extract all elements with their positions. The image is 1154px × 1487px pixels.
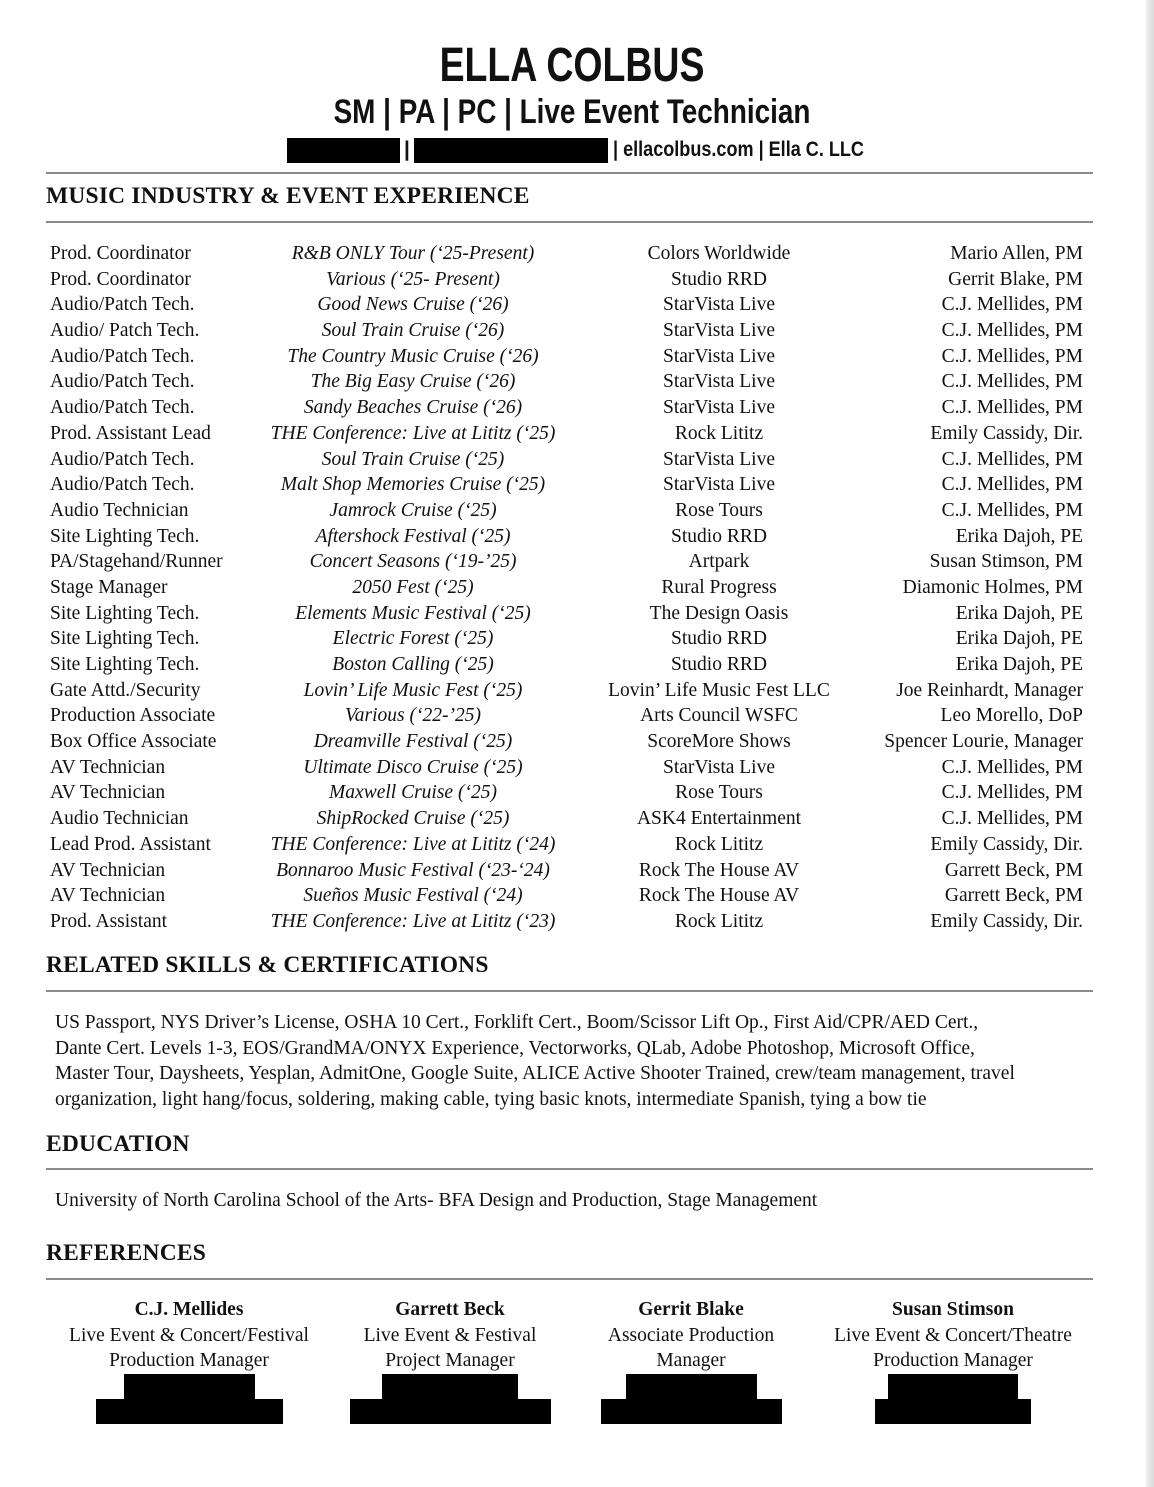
experience-role: Site Lighting Tech.: [50, 525, 200, 547]
divider-top: [46, 172, 1093, 174]
experience-reference: Erika Dajoh, PE: [955, 525, 1083, 547]
experience-row: [0, 832, 1154, 858]
skills-line: Dante Cert. Levels 1-3, EOS/GrandMA/ONYX Experience, Vectorworks, QLab, Adobe Photoshop, Microsoft Office,: [55, 1037, 975, 1059]
experience-role: Box Office Associate: [50, 731, 217, 753]
experience-reference: C.J. Mellides, PM: [941, 782, 1083, 804]
experience-company: Lovin’ Life Music Fest LLC: [608, 679, 830, 701]
redacted-reference-phone: [888, 1374, 1018, 1399]
redacted-phone: [287, 138, 400, 163]
contact-line: [287, 136, 905, 164]
redacted-reference-email: [875, 1399, 1031, 1424]
skills-paragraph: [55, 1010, 1105, 1113]
experience-company: ASK4 Entertainment: [636, 808, 802, 830]
experience-show: Ultimate Disco Cruise (‘25): [303, 756, 523, 778]
divider-education: [46, 1168, 1093, 1170]
experience-show: Electric Forest (‘25): [332, 628, 494, 650]
experience-show: Good News Cruise (‘26): [317, 294, 509, 316]
contact-separator: |: [404, 138, 410, 161]
experience-company: Rock The House AV: [638, 885, 800, 907]
heading-experience: MUSIC INDUSTRY & EVENT EXPERIENCE: [46, 183, 530, 209]
experience-show: 2050 Fest (‘25): [352, 576, 474, 598]
experience-reference: Leo Morello, DoP: [940, 705, 1083, 727]
divider-skills: [46, 990, 1093, 992]
experience-show: R&B ONLY Tour (‘25-Present): [291, 243, 535, 264]
experience-show: Maxwell Cruise (‘25): [329, 782, 497, 804]
experience-show: Lovin’ Life Music Fest (‘25): [303, 679, 523, 701]
experience-role: Audio Technician: [50, 808, 189, 830]
heading-education: EDUCATION: [46, 1131, 190, 1157]
reference-card: [608, 1297, 774, 1374]
experience-reference: Garrett Beck, PM: [944, 885, 1083, 907]
experience-table: [0, 241, 1154, 935]
heading-references: REFERENCES: [46, 1240, 207, 1266]
experience-row: [0, 678, 1154, 704]
experience-row: [0, 755, 1154, 781]
experience-role: PA/Stagehand/Runner: [50, 551, 223, 573]
experience-role: AV Technician: [50, 756, 166, 778]
experience-company: Rural Progress: [661, 576, 777, 598]
experience-company: StarVista Live: [662, 294, 776, 316]
experience-role: Lead Prod. Assistant: [50, 833, 211, 855]
reference-title-line: Production Manager: [109, 1350, 269, 1372]
experience-role: Audio/Patch Tech.: [50, 345, 195, 367]
experience-show: Jamrock Cruise (‘25): [329, 499, 497, 521]
experience-company: StarVista Live: [662, 474, 776, 496]
experience-reference: C.J. Mellides, PM: [941, 448, 1083, 470]
redacted-reference-email: [350, 1399, 551, 1424]
experience-reference: Erika Dajoh, PE: [955, 602, 1083, 624]
experience-row: [0, 883, 1154, 909]
experience-role: Audio/Patch Tech.: [50, 474, 195, 496]
experience-company: StarVista Live: [662, 320, 776, 342]
reference-name: Garrett Beck: [395, 1299, 505, 1320]
experience-row: [0, 909, 1154, 935]
experience-role: Site Lighting Tech.: [50, 602, 200, 624]
experience-row: [0, 858, 1154, 884]
experience-show: Bonnaroo Music Festival (‘23-‘24): [276, 859, 550, 881]
reference-title-line: Project Manager: [385, 1350, 515, 1372]
experience-row: [0, 524, 1154, 550]
experience-row: [0, 344, 1154, 370]
experience-row: [0, 626, 1154, 652]
skills-line: US Passport, NYS Driver’s License, OSHA 10 Cert., Forklift Cert., Boom/Scissor Lift Op., First Aid/CPR/AED Cert.,: [55, 1012, 979, 1033]
experience-show: ShipRocked Cruise (‘25): [316, 808, 510, 830]
experience-show: The Big Easy Cruise (‘26): [310, 371, 516, 393]
experience-row: [0, 780, 1154, 806]
experience-row: [0, 601, 1154, 627]
experience-role: Prod. Assistant: [50, 910, 168, 932]
experience-row: [0, 652, 1154, 678]
reference-name: Susan Stimson: [892, 1299, 1014, 1320]
experience-company: Studio RRD: [671, 268, 767, 290]
divider-references: [46, 1278, 1093, 1280]
experience-company: Arts Council WSFC: [640, 705, 798, 727]
experience-show: Various (‘25- Present): [326, 268, 500, 290]
experience-show: Malt Shop Memories Cruise (‘25): [280, 474, 546, 496]
divider-experience: [46, 221, 1093, 223]
experience-role: AV Technician: [50, 885, 166, 907]
experience-company: Studio RRD: [671, 628, 767, 650]
experience-role: Prod. Coordinator: [50, 268, 191, 290]
experience-company: The Design Oasis: [649, 602, 789, 624]
reference-name: C.J. Mellides: [134, 1299, 244, 1320]
experience-role: Site Lighting Tech.: [50, 654, 200, 675]
experience-reference: Emily Cassidy, Dir.: [930, 910, 1083, 932]
experience-company: Studio RRD: [671, 654, 767, 675]
experience-company: Rock Lititz: [674, 422, 764, 444]
experience-row: [0, 498, 1154, 524]
experience-reference: Erika Dajoh, PE: [955, 654, 1083, 675]
experience-role: Gate Attd./Security: [50, 679, 201, 701]
experience-company: Rock Lititz: [674, 910, 764, 932]
experience-role: Audio/Patch Tech.: [50, 448, 195, 470]
redacted-email: [414, 138, 608, 163]
experience-company: StarVista Live: [662, 371, 776, 393]
experience-company: StarVista Live: [662, 756, 776, 778]
redacted-reference-phone: [382, 1374, 518, 1399]
reference-card: [69, 1297, 309, 1374]
experience-company: Rock Lititz: [674, 833, 764, 855]
experience-reference: C.J. Mellides, PM: [941, 474, 1083, 496]
experience-reference: Joe Reinhardt, Manager: [896, 679, 1083, 701]
redacted-reference-phone: [626, 1374, 757, 1399]
reference-title-line: Live Event & Concert/Festival: [69, 1324, 309, 1346]
experience-row: [0, 575, 1154, 601]
experience-show: Aftershock Festival (‘25): [315, 525, 511, 547]
experience-row: [0, 318, 1154, 344]
experience-row: [0, 395, 1154, 421]
experience-role: Stage Manager: [50, 576, 168, 598]
experience-row: [0, 241, 1154, 267]
experience-role: Audio/Patch Tech.: [50, 371, 195, 393]
experience-company: StarVista Live: [662, 448, 776, 470]
experience-role: Production Associate: [50, 705, 216, 727]
experience-company: Colors Worldwide: [647, 243, 791, 264]
experience-reference: Diamonic Holmes, PM: [902, 576, 1083, 598]
experience-reference: C.J. Mellides, PM: [941, 499, 1083, 521]
experience-reference: Emily Cassidy, Dir.: [930, 422, 1083, 444]
reference-name: Gerrit Blake: [638, 1299, 744, 1320]
experience-show: Various (‘22-’25): [345, 705, 481, 727]
experience-reference: C.J. Mellides, PM: [941, 756, 1083, 778]
contact-website-company[interactable]: | ellacolbus.com | Ella C. LLC: [612, 138, 864, 161]
experience-company: Artpark: [688, 551, 750, 573]
experience-role: Prod. Assistant Lead: [50, 422, 211, 444]
experience-reference: Spencer Lourie, Manager: [884, 731, 1083, 753]
redacted-reference-email: [601, 1399, 782, 1424]
experience-row: [0, 729, 1154, 755]
redacted-reference-email: [96, 1399, 283, 1424]
experience-reference: C.J. Mellides, PM: [941, 397, 1083, 419]
resume-name: ELLA COLBUS: [439, 39, 705, 92]
experience-row: [0, 703, 1154, 729]
experience-show: Sandy Beaches Cruise (‘26): [303, 397, 523, 419]
experience-role: Prod. Coordinator: [50, 243, 191, 264]
experience-role: AV Technician: [50, 859, 166, 881]
experience-show: Concert Seasons (‘19-’25): [309, 551, 517, 573]
experience-reference: C.J. Mellides, PM: [941, 808, 1083, 830]
experience-row: [0, 472, 1154, 498]
reference-title-line: Live Event & Concert/Theatre: [834, 1324, 1072, 1346]
experience-row: [0, 549, 1154, 575]
reference-title-line: Production Manager: [873, 1350, 1033, 1372]
experience-company: StarVista Live: [662, 345, 776, 367]
experience-show: Dreamville Festival (‘25): [313, 731, 513, 753]
experience-company: Rose Tours: [675, 782, 763, 804]
experience-reference: C.J. Mellides, PM: [941, 320, 1083, 342]
reference-card: [364, 1297, 537, 1374]
experience-show: Boston Calling (‘25): [332, 654, 494, 675]
experience-reference: Susan Stimson, PM: [929, 551, 1083, 573]
experience-reference: Garrett Beck, PM: [944, 859, 1083, 881]
experience-role: Audio/ Patch Tech.: [50, 320, 200, 342]
experience-reference: C.J. Mellides, PM: [941, 345, 1083, 367]
redacted-reference-phone: [124, 1374, 255, 1399]
heading-skills: RELATED SKILLS & CERTIFICATIONS: [46, 952, 489, 978]
reference-title-line: Live Event & Festival: [363, 1324, 537, 1346]
experience-show: Sueños Music Festival (‘24): [303, 885, 523, 907]
experience-show: Soul Train Cruise (‘25): [321, 448, 505, 470]
experience-role: AV Technician: [50, 782, 166, 804]
experience-row: [0, 447, 1154, 473]
experience-show: The Country Music Cruise (‘26): [287, 345, 539, 367]
experience-row: [0, 421, 1154, 447]
reference-card: [834, 1297, 1072, 1374]
experience-row: [0, 267, 1154, 293]
resume-subtitle: SM | PA | PC | Live Event Technician: [333, 93, 811, 131]
experience-company: StarVista Live: [662, 397, 776, 419]
experience-reference: C.J. Mellides, PM: [941, 294, 1083, 316]
experience-role: Audio/Patch Tech.: [50, 397, 195, 419]
experience-show: THE Conference: Live at Lititz (‘24): [270, 833, 556, 855]
experience-company: Rose Tours: [675, 499, 763, 521]
experience-show: THE Conference: Live at Lititz (‘23): [270, 910, 556, 932]
experience-row: [0, 806, 1154, 832]
experience-reference: C.J. Mellides, PM: [941, 371, 1083, 393]
experience-reference: Emily Cassidy, Dir.: [930, 833, 1083, 855]
reference-title-line: Associate Production: [607, 1324, 775, 1346]
education-text: University of North Carolina School of the Arts- BFA Design and Production, Stage Management: [55, 1190, 818, 1211]
experience-row: [0, 292, 1154, 318]
experience-company: Rock The House AV: [638, 859, 800, 881]
experience-show: THE Conference: Live at Lititz (‘25): [270, 422, 556, 444]
experience-row: [0, 369, 1154, 395]
experience-role: Audio Technician: [50, 499, 189, 521]
skills-line: Master Tour, Daysheets, Yesplan, AdmitOne, Google Suite, ALICE Active Shooter Trained, crew/team management, travel: [55, 1063, 1015, 1085]
experience-reference: Mario Allen, PM: [950, 243, 1083, 264]
experience-show: Elements Music Festival (‘25): [295, 602, 531, 624]
experience-role: Audio/Patch Tech.: [50, 294, 195, 316]
experience-company: ScoreMore Shows: [647, 731, 791, 753]
experience-reference: Erika Dajoh, PE: [955, 628, 1083, 650]
skills-line: organization, light hang/focus, soldering, making cable, tying basic knots, intermediate Spanish, tying a bow tie: [55, 1089, 927, 1111]
experience-role: Site Lighting Tech.: [50, 628, 200, 650]
reference-title-line: Manager: [656, 1350, 726, 1372]
experience-reference: Gerrit Blake, PM: [948, 268, 1083, 290]
experience-company: Studio RRD: [671, 525, 767, 547]
experience-show: Soul Train Cruise (‘26): [321, 320, 505, 342]
